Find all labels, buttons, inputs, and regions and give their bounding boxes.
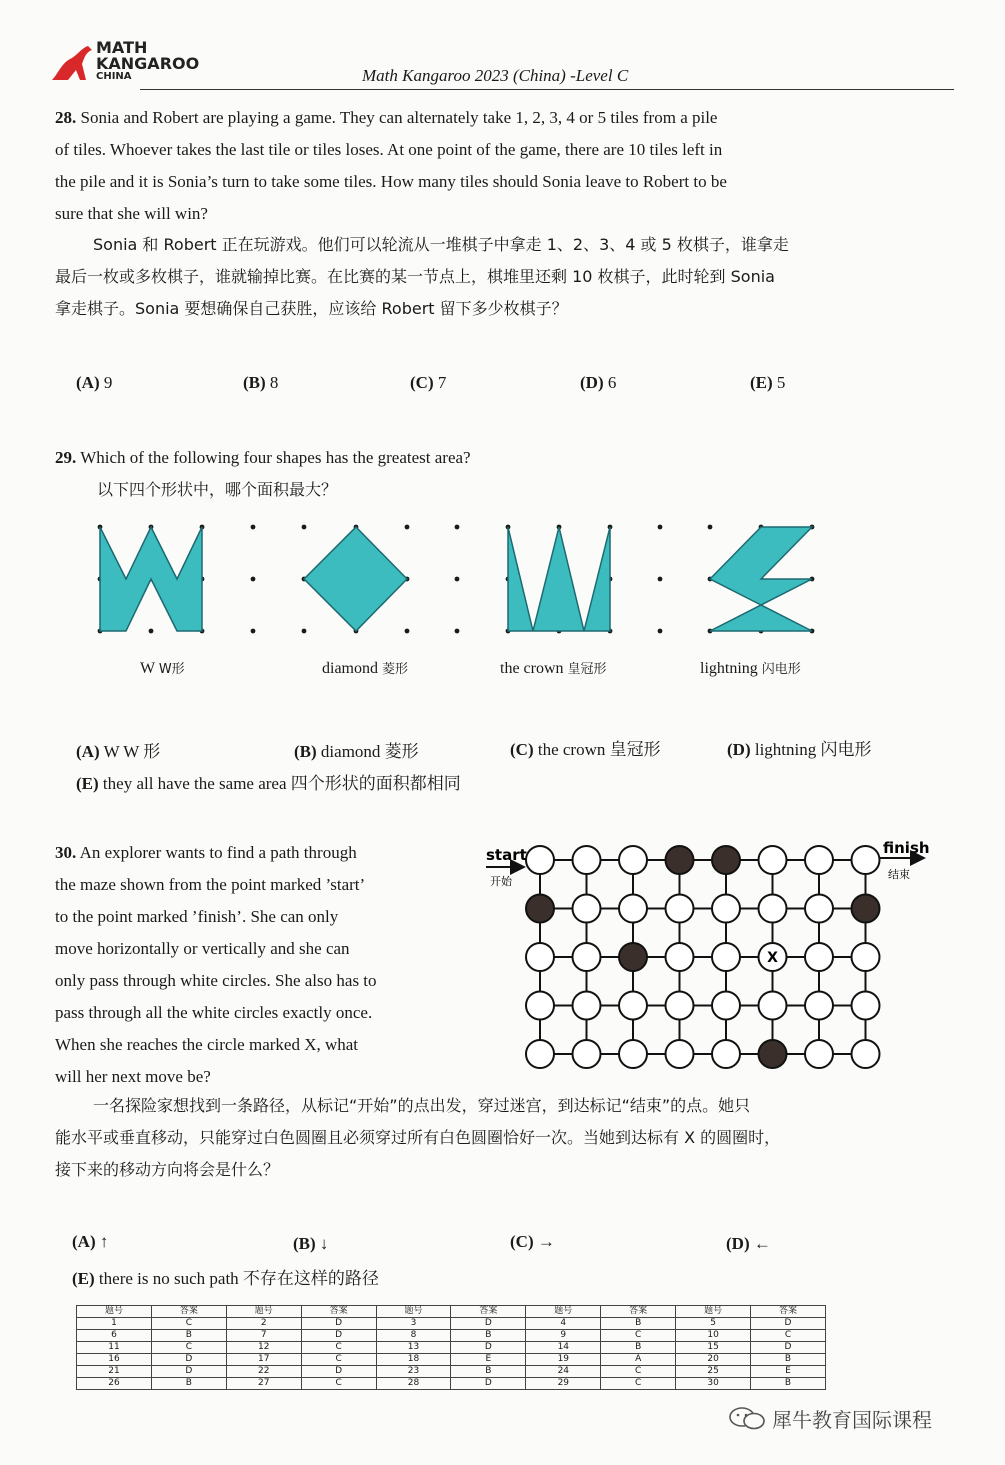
answer-cell: B (601, 1318, 676, 1330)
answer-cell: 23 (376, 1366, 451, 1378)
answer-table-header (77, 1306, 826, 1318)
q28-number: 28. (55, 108, 77, 127)
answer-cell: 8 (376, 1330, 451, 1342)
answer-header-cell: 题号 (77, 1306, 152, 1318)
maze-x-marker: X (767, 950, 778, 966)
maze-white-circle (573, 943, 601, 971)
q28-line: of tiles. Whoever takes the last tile or tiles loses. At one point of the game, there are 10 tiles left in (55, 140, 723, 159)
w-shape (100, 527, 202, 631)
maze-white-circle (805, 992, 833, 1020)
maze-white-circle (759, 992, 787, 1020)
q28-zh-line: 最后一枚或多枚棋子，谁就输掉比赛。在比赛的某一节点上，棋堆里还剩 10 枚棋子，此时轮到 Sonia (55, 267, 775, 286)
q28-line: the pile and it is Sonia’s turn to take some tiles. How many tiles should Sonia leave to Robert to be (55, 172, 727, 191)
answer-cell: 10 (676, 1330, 751, 1342)
q30-number: 30. (55, 843, 77, 862)
q28-line: Sonia and Robert are playing a game. They can alternately take 1, 2, 3, 4 or 5 tiles from a pile (80, 108, 718, 127)
maze-white-circle (712, 992, 740, 1020)
maze-white-circle (526, 992, 554, 1020)
answer-key-table (76, 1305, 826, 1390)
answer-cell: 25 (676, 1366, 751, 1378)
answer-cell: B (151, 1330, 226, 1342)
answer-cell: 24 (526, 1366, 601, 1378)
table-row (77, 1354, 826, 1366)
q30-option-c[interactable]: (C) → (510, 1232, 555, 1251)
table-row (77, 1330, 826, 1342)
q29-option-d[interactable]: (D) lightning 闪电形 (727, 740, 872, 759)
maze-black-circle (852, 895, 880, 923)
answer-cell: C (151, 1318, 226, 1330)
answer-cell: 9 (526, 1330, 601, 1342)
maze-white-circle (619, 895, 647, 923)
answer-cell: D (301, 1330, 376, 1342)
maze-white-circle (573, 1040, 601, 1068)
answer-cell: B (751, 1378, 826, 1390)
maze-white-circle (619, 1040, 647, 1068)
shape-label-lightning: lightning 闪电形 (700, 660, 801, 677)
answer-cell: A (601, 1354, 676, 1366)
q28-line: sure that she will win? (55, 204, 208, 223)
answer-cell: D (451, 1342, 526, 1354)
q28-option-d[interactable]: (D) 6 (580, 373, 617, 392)
q30-text-en: 30. An explorer wants to find a path through the maze shown from the point marked ’start’ to the point marked ’finish’. She can only move horizontally or vertically and she can only pass through white circles. She also has to pass through all the white circles exactly once. When she reaches the circle marked X, what will her next move be? (55, 843, 377, 1086)
answer-cell: 29 (526, 1378, 601, 1390)
answer-cell: E (451, 1354, 526, 1366)
maze-finish-zh: 结束 (888, 868, 910, 881)
maze-white-circle (805, 943, 833, 971)
answer-header-cell: 题号 (376, 1306, 451, 1318)
maze-white-circle (666, 895, 694, 923)
q29-number: 29. (55, 448, 77, 467)
maze-white-circle (712, 895, 740, 923)
answer-cell: 6 (77, 1330, 152, 1342)
maze-white-circle (759, 846, 787, 874)
maze-white-circle (712, 943, 740, 971)
q28-option-e[interactable]: (E) 5 (750, 373, 786, 392)
maze-white-circle (805, 1040, 833, 1068)
answer-cell: 18 (376, 1354, 451, 1366)
q29-option-c[interactable]: (C) the crown 皇冠形 (510, 740, 661, 759)
maze-white-circle (759, 895, 787, 923)
answer-cell: E (751, 1366, 826, 1378)
table-row (77, 1342, 826, 1354)
q29-option-a[interactable]: (A) W W 形 (76, 742, 161, 761)
maze-white-circle (666, 943, 694, 971)
maze-white-circle (619, 846, 647, 874)
answer-cell: 22 (226, 1366, 301, 1378)
maze-white-circle (805, 846, 833, 874)
maze-white-circle (526, 846, 554, 874)
answer-cell: C (751, 1330, 826, 1342)
answer-cell: 5 (676, 1318, 751, 1330)
answer-header-cell: 答案 (751, 1306, 826, 1318)
answer-cell: 21 (77, 1366, 152, 1378)
q30-maze (480, 836, 930, 1076)
maze-white-circle (573, 895, 601, 923)
maze-start-zh: 开始 (490, 875, 512, 888)
maze-white-circle (712, 1040, 740, 1068)
maze-white-circle (852, 943, 880, 971)
answer-cell: D (151, 1366, 226, 1378)
q30-option-e[interactable]: (E) there is no such path 不存在这样的路径 (72, 1269, 379, 1288)
answer-header-cell: 题号 (526, 1306, 601, 1318)
maze-white-circle (852, 992, 880, 1020)
wechat-icon (728, 1406, 768, 1430)
answer-cell: D (451, 1378, 526, 1390)
maze-finish-label: finish (883, 839, 930, 857)
q28-zh-line: 拿走棋子。Sonia 要想确保自己获胜，应该给 Robert 留下多少枚棋子？ (55, 299, 568, 318)
answer-cell: B (151, 1378, 226, 1390)
kangaroo-icon (48, 44, 96, 84)
answer-cell: 2 (226, 1318, 301, 1330)
answer-cell: C (301, 1342, 376, 1354)
answer-cell: D (301, 1318, 376, 1330)
maze-white-circle (526, 943, 554, 971)
answer-cell: 15 (676, 1342, 751, 1354)
answer-cell: D (301, 1366, 376, 1378)
maze-white-circle (666, 1040, 694, 1068)
answer-cell: C (301, 1354, 376, 1366)
q29-text-zh: 以下四个形状中，哪个面积最大？ (97, 480, 338, 499)
answer-header-cell: 答案 (451, 1306, 526, 1318)
math-kangaroo-logo: MATH KANGAROO CHINA (48, 40, 198, 86)
table-row (77, 1366, 826, 1378)
answer-cell: 12 (226, 1342, 301, 1354)
maze-white-circle (573, 846, 601, 874)
maze-white-circle (805, 895, 833, 923)
answer-cell: C (151, 1342, 226, 1354)
answer-header-cell: 题号 (676, 1306, 751, 1318)
answer-cell: 20 (676, 1354, 751, 1366)
answer-cell: 7 (226, 1330, 301, 1342)
answer-cell: 14 (526, 1342, 601, 1354)
answer-cell: C (601, 1330, 676, 1342)
maze-white-circle (852, 846, 880, 874)
shape-label-diamond: diamond 菱形 (322, 660, 409, 677)
maze-white-circle (619, 992, 647, 1020)
crown-shape (508, 527, 610, 631)
answer-cell: C (601, 1378, 676, 1390)
answer-cell: 3 (376, 1318, 451, 1330)
q29-option-e[interactable]: (E) they all have the same area 四个形状的面积都相同 (76, 774, 461, 793)
q29-text-en: 29. Which of the following four shapes has the greatest area? (55, 448, 471, 467)
q29-shapes-figure (80, 515, 840, 645)
maze-white-circle (666, 992, 694, 1020)
maze-black-circle (759, 1040, 787, 1068)
answer-cell: 27 (226, 1378, 301, 1390)
answer-header-cell: 答案 (151, 1306, 226, 1318)
answer-cell: B (451, 1330, 526, 1342)
answer-cell: 1 (77, 1318, 152, 1330)
maze-black-circle (619, 943, 647, 971)
page-header-title: Math Kangaroo 2023 (China) -Level C (362, 66, 629, 85)
table-row (77, 1378, 826, 1390)
answer-header-cell: 答案 (301, 1306, 376, 1318)
q28-zh-line: Sonia 和 Robert 正在玩游戏。他们可以轮流从一堆棋子中拿走 1、2、3、4 或 5 枚棋子，谁拿走 (93, 235, 789, 254)
maze-black-circle (666, 846, 694, 874)
answer-cell: B (451, 1366, 526, 1378)
answer-cell: D (451, 1318, 526, 1330)
answer-cell: B (751, 1354, 826, 1366)
answer-cell: 4 (526, 1318, 601, 1330)
maze-start-label: start (486, 846, 527, 864)
answer-cell: C (301, 1378, 376, 1390)
maze-black-circle (712, 846, 740, 874)
answer-header-cell: 答案 (601, 1306, 676, 1318)
shape-label-w: W W形 (140, 660, 185, 677)
answer-cell: D (751, 1342, 826, 1354)
header-divider (140, 89, 954, 90)
answer-cell: 13 (376, 1342, 451, 1354)
answer-cell: 30 (676, 1378, 751, 1390)
maze-white-circle (573, 992, 601, 1020)
q28-text-zh (55, 229, 925, 325)
maze-white-circle (526, 1040, 554, 1068)
answer-cell: C (601, 1366, 676, 1378)
table-row (77, 1318, 826, 1330)
q30-text-zh: 一名探险家想找到一条路径，从标记“开始”的点出发，穿过迷宫，到达标记“结束”的点。她只 能水平或垂直移动，只能穿过白色圆圈且必须穿过所有白色圆圈恰好一次。当她到达标有 X 的圆圈时， 接下来的移动方向将会是什么？ (55, 1096, 781, 1179)
q28-option-c[interactable]: (C) 7 (410, 373, 447, 392)
watermark-text: 犀牛教育国际课程 (772, 1408, 932, 1432)
answer-cell: D (151, 1354, 226, 1366)
answer-cell: 19 (526, 1354, 601, 1366)
diamond-shape (304, 527, 407, 631)
answer-cell: 16 (77, 1354, 152, 1366)
q28-text-en (55, 102, 925, 230)
answer-cell: 28 (376, 1378, 451, 1390)
q28-option-b[interactable]: (B) 8 (243, 373, 279, 392)
q29-option-b[interactable]: (B) diamond 菱形 (294, 742, 419, 761)
answer-cell: 11 (77, 1342, 152, 1354)
answer-header-cell: 题号 (226, 1306, 301, 1318)
q30-option-a[interactable]: (A) ↑ (72, 1232, 109, 1251)
maze-black-circle (526, 895, 554, 923)
lightning-shape (710, 527, 812, 631)
shape-label-crown: the crown 皇冠形 (500, 660, 607, 677)
q28-option-a[interactable]: (A) 9 (76, 373, 113, 392)
q30-option-d[interactable]: (D) ← (726, 1234, 771, 1253)
answer-cell: D (751, 1318, 826, 1330)
maze-white-circle (852, 1040, 880, 1068)
answer-cell: B (601, 1342, 676, 1354)
answer-cell: 17 (226, 1354, 301, 1366)
dot-grid (98, 525, 815, 634)
q30-option-b[interactable]: (B) ↓ (293, 1234, 329, 1253)
answer-cell: 26 (77, 1378, 152, 1390)
